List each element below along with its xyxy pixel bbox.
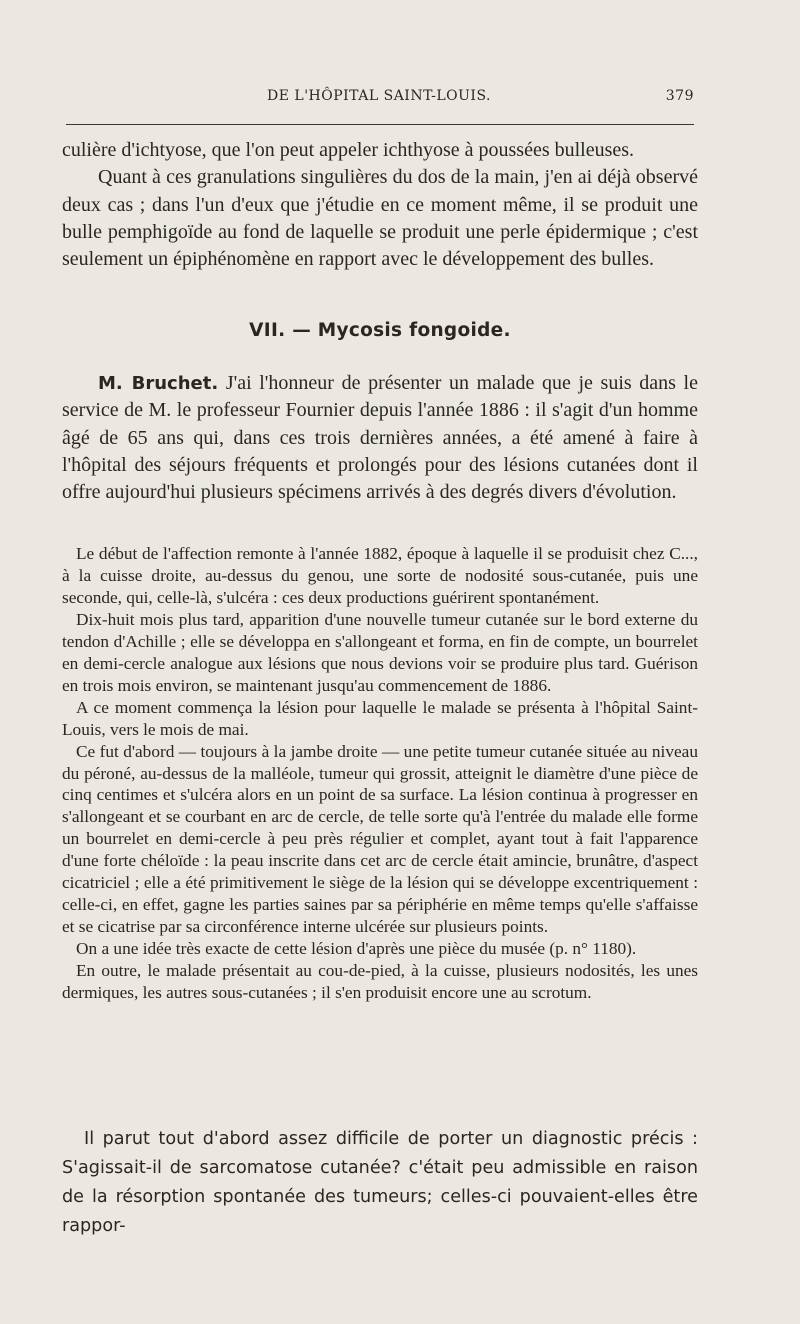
case-paragraph: A ce moment commença la lésion pour laquelle le malade se présenta à l'hôpital Saint-Louis, vers le mois de mai. <box>62 697 698 739</box>
case-paragraph: Le début de l'affection remonte à l'année 1882, époque à laquelle il se produisit chez C..., à la cuisse droite, au-dessus du genou, une sorte de nodosité sous-cutanée, puis une seconde, qui, celle-là, s'ulcéra : ces deux productions guérirent spontanément. <box>62 544 698 607</box>
intro-paragraph-1: culière d'ichtyose, que l'on peut appeler ichthyose à poussées bulleuses. <box>62 139 635 161</box>
intro-text <box>62 137 698 273</box>
speaker-name: M. Bruchet. <box>98 373 219 394</box>
closing-paragraph: Il parut tout d'abord assez difficile de porter un diagnostic précis : S'agissait-il de sarcomatose cutanée? c'était peu admissible en raison de la résorption spontanée des tumeurs; celles-ci pouvaient-elles être rappor- <box>62 1129 698 1236</box>
presentation-body: J'ai l'honneur de présenter un malade que je suis dans le service de M. le professeur Fournier depuis l'année 1886 : il s'agit d'un homme âgé de 65 ans qui, dans ces trois dernières années, a été amené à faire à l'hôpital des séjours fréquents et prolongés pour des lésions cutanées dont il offre aujourd'hui plusieurs spécimens arrivés à des degrés divers d'évolution. <box>62 372 698 504</box>
case-history <box>62 543 698 1004</box>
running-title: DE L'HÔPITAL SAINT-LOUIS. <box>267 88 491 104</box>
intro-paragraph-2: Quant à ces granulations singulières du dos de la main, j'en ai déjà observé deux cas ; dans l'un d'eux que j'étudie en ce moment même, il se produit une bulle pemphigoïde au fond de laquelle se produit une perle épidermique ; c'est seulement un épiphénomène en rapport avec le développement des bulles. <box>62 166 698 271</box>
presentation-paragraph <box>62 370 698 506</box>
page-header <box>62 88 694 110</box>
page-number: 379 <box>665 88 694 104</box>
case-paragraph: Dix-huit mois plus tard, apparition d'une nouvelle tumeur cutanée sur le bord externe du tendon d'Achille ; elle se développa en s'allongeant et forma, en fin de compte, un bourrelet en demi-cercle analogue aux lésions que nous devions voir se produire plus tard. Guérison en trois mois environ, se maintenant jusqu'au commencement de 1886. <box>62 609 698 695</box>
presentation-text <box>62 370 698 506</box>
case-paragraph: On a une idée très exacte de cette lésion d'après une pièce du musée (p. n° 1180). <box>76 939 637 959</box>
case-paragraph: En outre, le malade présentait au cou-de-pied, à la cuisse, plusieurs nodosités, les unes dermiques, les autres sous-cutanées ; il s'en produisit encore une au scrotum. <box>62 961 698 1003</box>
case-paragraph: Ce fut d'abord — toujours à la jambe droite — une petite tumeur cutanée située au niveau du péroné, au-dessus de la malléole, tumeur qui grossit, atteignit le diamètre d'une pièce de cinq centimes et s'ulcéra alors en un point de sa surface. La lésion continua à progresser en s'allongeant et se courbant en arc de cercle, de telle sorte qu'à l'entrée du malade elle forme un bourrelet en demi-cercle à peu près régulier et complet, ayant tout à fait l'apparence d'une forte chéloïde : la peau inscrite dans cet arc de cercle était amincie, brunâtre, d'aspect cicatriciel ; elle a été primitivement le siège de la lésion qui se développe excentriquement : celle-ci, en effet, gagne les parties saines par sa périphérie en même temps qu'elle s'affaisse et se cicatrise par sa circonférence interne ulcérée sur plusieurs points. <box>62 741 698 937</box>
section-title: VII. — Mycosis fongoide. <box>249 320 511 341</box>
header-rule <box>66 124 694 125</box>
closing-text <box>62 1125 698 1241</box>
